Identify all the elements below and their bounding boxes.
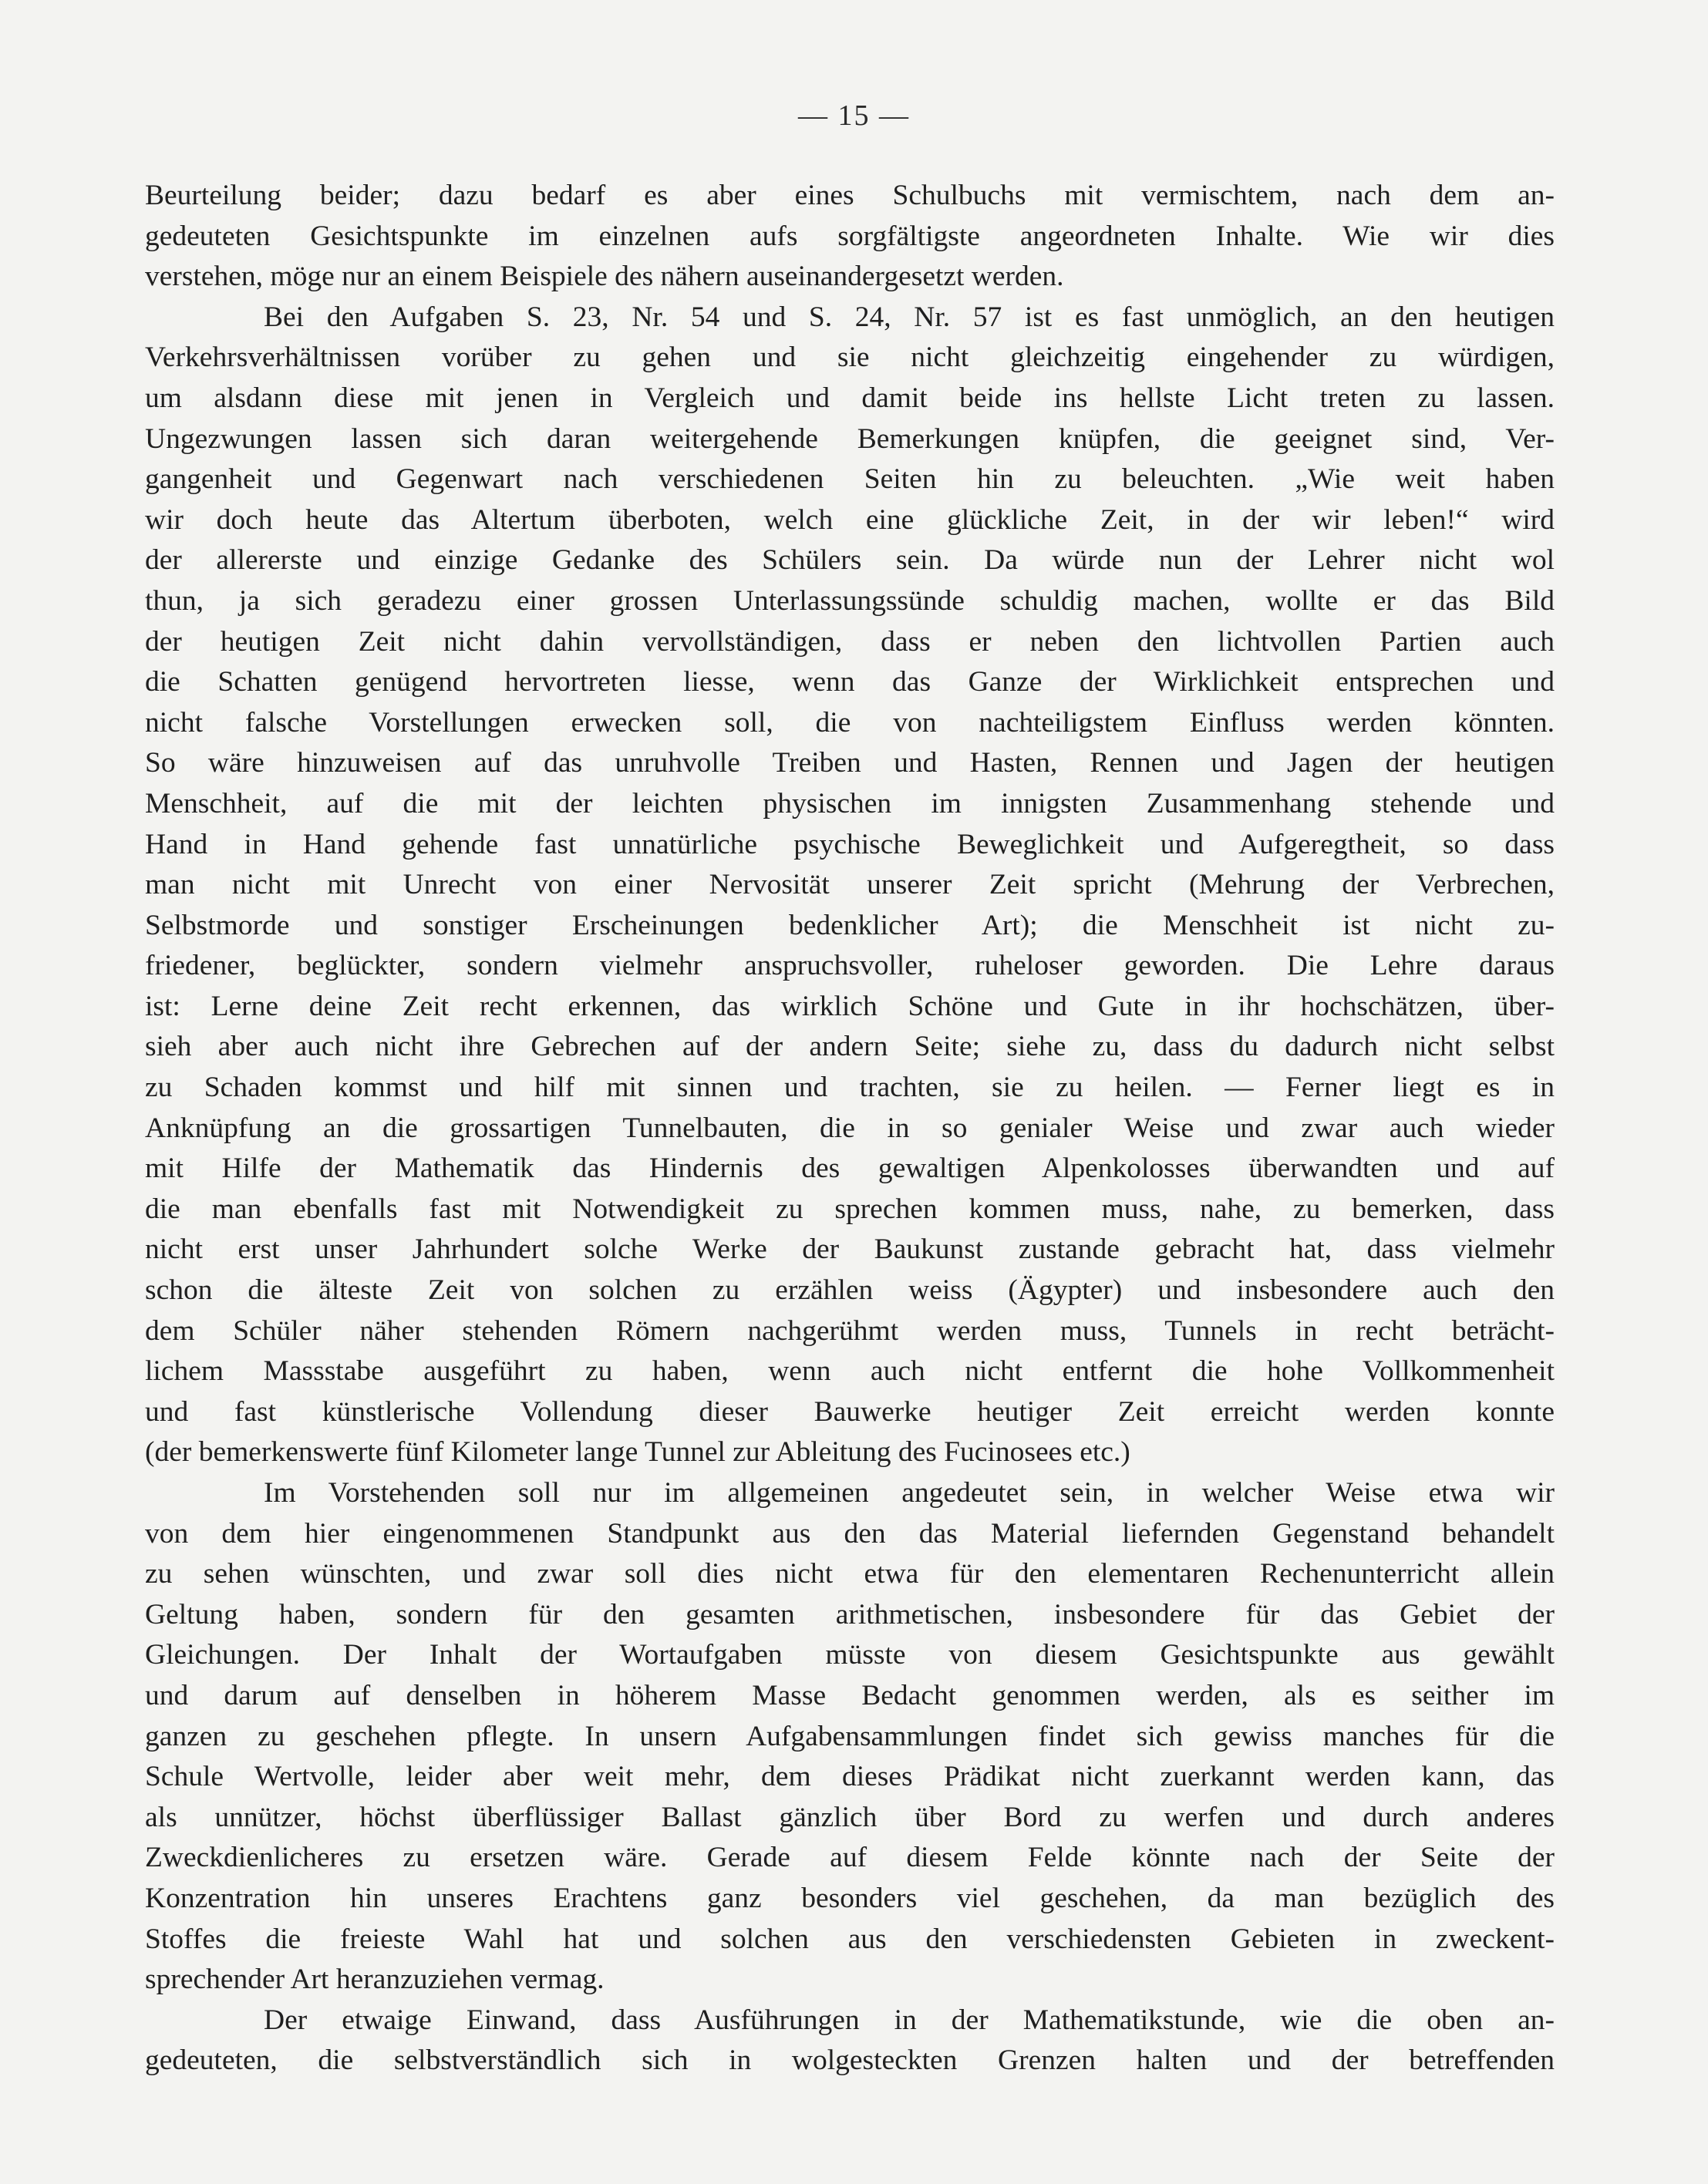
text-line: Selbstmorde und sonstiger Erscheinungen bedenklicher Art); die Menschheit ist nicht zu- <box>145 909 1555 941</box>
paragraph-start-line: Bei den Aufgaben S. 23, Nr. 54 und S. 24, Nr. 57 ist es fast unmöglich, an den heutigen <box>264 301 1555 333</box>
text-line: friedener, beglückter, sondern vielmehr anspruchsvoller, ruheloser geworden. Die Lehre daraus <box>145 950 1555 982</box>
text-line: der heutigen Zeit nicht dahin vervollständigen, dass er neben den lichtvollen Partien auch <box>145 625 1555 658</box>
text-line: ganzen zu geschehen pflegte. In unsern Aufgabensammlungen findet sich gewiss manches für die <box>145 1720 1555 1752</box>
text-line: die man ebenfalls fast mit Notwendigkeit zu sprechen kommen muss, nahe, zu bemerken, dass <box>145 1193 1555 1225</box>
text-line: (der bemerkenswerte fünf Kilometer lange Tunnel zur Ableitung des Fucinosees etc.) <box>145 1436 1130 1469</box>
text-line: sprechender Art heranzuziehen vermag. <box>145 1964 605 1996</box>
text-line: zu sehen wünschten, und zwar soll dies nicht etwa für den elementaren Rechenunterricht allein <box>145 1558 1555 1590</box>
text-line: mit Hilfe der Mathematik das Hindernis des gewaltigen Alpenkolosses überwandten und auf <box>145 1153 1555 1185</box>
text-line: nicht erst unser Jahrhundert solche Werke der Baukunst zustande gebracht hat, dass vielmehr <box>145 1233 1555 1266</box>
text-line: Anknüpfung an die grossartigen Tunnelbauten, die in so genialer Weise und zwar auch wieder <box>145 1112 1555 1144</box>
text-line: wir doch heute das Altertum überboten, welch eine glückliche Zeit, in der wir leben!“ wird <box>145 503 1555 536</box>
text-line: und fast künstlerische Vollendung dieser Bauwerke heutiger Zeit erreicht werden konnte <box>145 1395 1555 1428</box>
text-line: So wäre hinzuweisen auf das unruhvolle Treiben und Hasten, Rennen und Jagen der heutigen <box>145 747 1555 779</box>
text-line: die Schatten genügend hervortreten liesse, wenn das Ganze der Wirklichkeit entsprechen und <box>145 666 1555 698</box>
text-line: und darum auf denselben in höherem Masse Bedacht genommen werden, als es seither im <box>145 1679 1555 1711</box>
text-line: lichem Massstabe ausgeführt zu haben, wenn auch nicht entfernt die hohe Vollkommenheit <box>145 1355 1555 1388</box>
text-line: zu Schaden kommst und hilf mit sinnen und trachten, sie zu heilen. — Ferner liegt es in <box>145 1072 1555 1104</box>
text-line: schon die älteste Zeit von solchen zu erzählen weiss (Ägypter) und insbesondere auch den <box>145 1274 1555 1307</box>
paragraph-start-line: Im Vorstehenden soll nur im allgemeinen angedeutet sein, in welcher Weise etwa wir <box>264 1477 1555 1509</box>
text-line: sieh aber auch nicht ihre Gebrechen auf der andern Seite; siehe zu, dass du dadurch nicht selbst <box>145 1031 1555 1063</box>
text-line: Hand in Hand gehende fast unnatürliche psychische Beweglichkeit und Aufgeregtheit, so dass <box>145 828 1555 860</box>
body-text <box>145 176 1555 2081</box>
text-line: gangenheit und Gegenwart nach verschiedenen Seiten hin zu beleuchten. „Wie weit haben <box>145 463 1555 496</box>
text-line: der allererste und einzige Gedanke des Schülers sein. Da würde nun der Lehrer nicht wol <box>145 544 1555 577</box>
text-line: verstehen, möge nur an einem Beispiele des nähern auseinandergesetzt werden. <box>145 261 1064 293</box>
page-number: — 15 — <box>798 99 910 132</box>
text-line: dem Schüler näher stehenden Römern nachgerühmt werden muss, Tunnels in recht beträcht- <box>145 1314 1555 1347</box>
text-line: als unnützer, höchst überflüssiger Ballast gänzlich über Bord zu werfen und durch anderes <box>145 1801 1555 1833</box>
text-line: Konzentration hin unseres Erachtens ganz besonders viel geschehen, da man bezüglich des <box>145 1882 1555 1914</box>
text-line: Menschheit, auf die mit der leichten physischen im innigsten Zusammenhang stehende und <box>145 787 1555 819</box>
text-line: Verkehrsverhältnissen vorüber zu gehen und sie nicht gleichzeitig eingehender zu würdigen, <box>145 342 1555 374</box>
text-line: gedeuteten Gesichtspunkte im einzelnen aufs sorgfältigste angeordneten Inhalte. Wie wir dies <box>145 220 1555 252</box>
text-line: Beurteilung beider; dazu bedarf es aber eines Schulbuchs mit vermischtem, nach dem an- <box>145 180 1555 211</box>
text-line: ist: Lerne deine Zeit recht erkennen, das wirklich Schöne und Gute in ihr hochschätzen, über- <box>145 990 1555 1022</box>
text-line: Schule Wertvolle, leider aber weit mehr, dem dieses Prädikat nicht zuerkannt werden kann, das <box>145 1761 1555 1793</box>
text-line: um alsdann diese mit jenen in Vergleich und damit beide ins hellste Licht treten zu lassen. <box>145 382 1555 414</box>
text-line: Geltung haben, sondern für den gesamten arithmetischen, insbesondere für das Gebiet der <box>145 1598 1555 1630</box>
text-line: thun, ja sich geradezu einer grossen Unterlassungssünde schuldig machen, wollte er das Bild <box>145 584 1555 617</box>
text-line: Stoffes die freieste Wahl hat und solchen aus den verschiedensten Gebieten in zweckent- <box>145 1923 1555 1955</box>
text-line: gedeuteten, die selbstverständlich sich in wolgesteckten Grenzen halten und der betreffenden <box>145 2044 1555 2077</box>
text-line: nicht falsche Vorstellungen erwecken soll, die von nachteiligstem Einfluss werden könnten. <box>145 706 1555 739</box>
text-line: man nicht mit Unrecht von einer Nervosität unserer Zeit spricht (Mehrung der Verbrechen, <box>145 869 1555 901</box>
text-line: Zweckdienlicheres zu ersetzen wäre. Gerade auf diesem Felde könnte nach der Seite der <box>145 1842 1555 1874</box>
text-line: von dem hier eingenommenen Standpunkt aus den das Material liefernden Gegenstand behandelt <box>145 1517 1555 1550</box>
text-line: Ungezwungen lassen sich daran weitergehende Bemerkungen knüpfen, die geeignet sind, Ver- <box>145 422 1555 455</box>
text-line: Gleichungen. Der Inhalt der Wortaufgaben müsste von diesem Gesichtspunkte aus gewählt <box>145 1639 1555 1671</box>
paragraph-start-line: Der etwaige Einwand, dass Ausführungen in der Mathematikstunde, wie die oben an- <box>264 2004 1555 2036</box>
